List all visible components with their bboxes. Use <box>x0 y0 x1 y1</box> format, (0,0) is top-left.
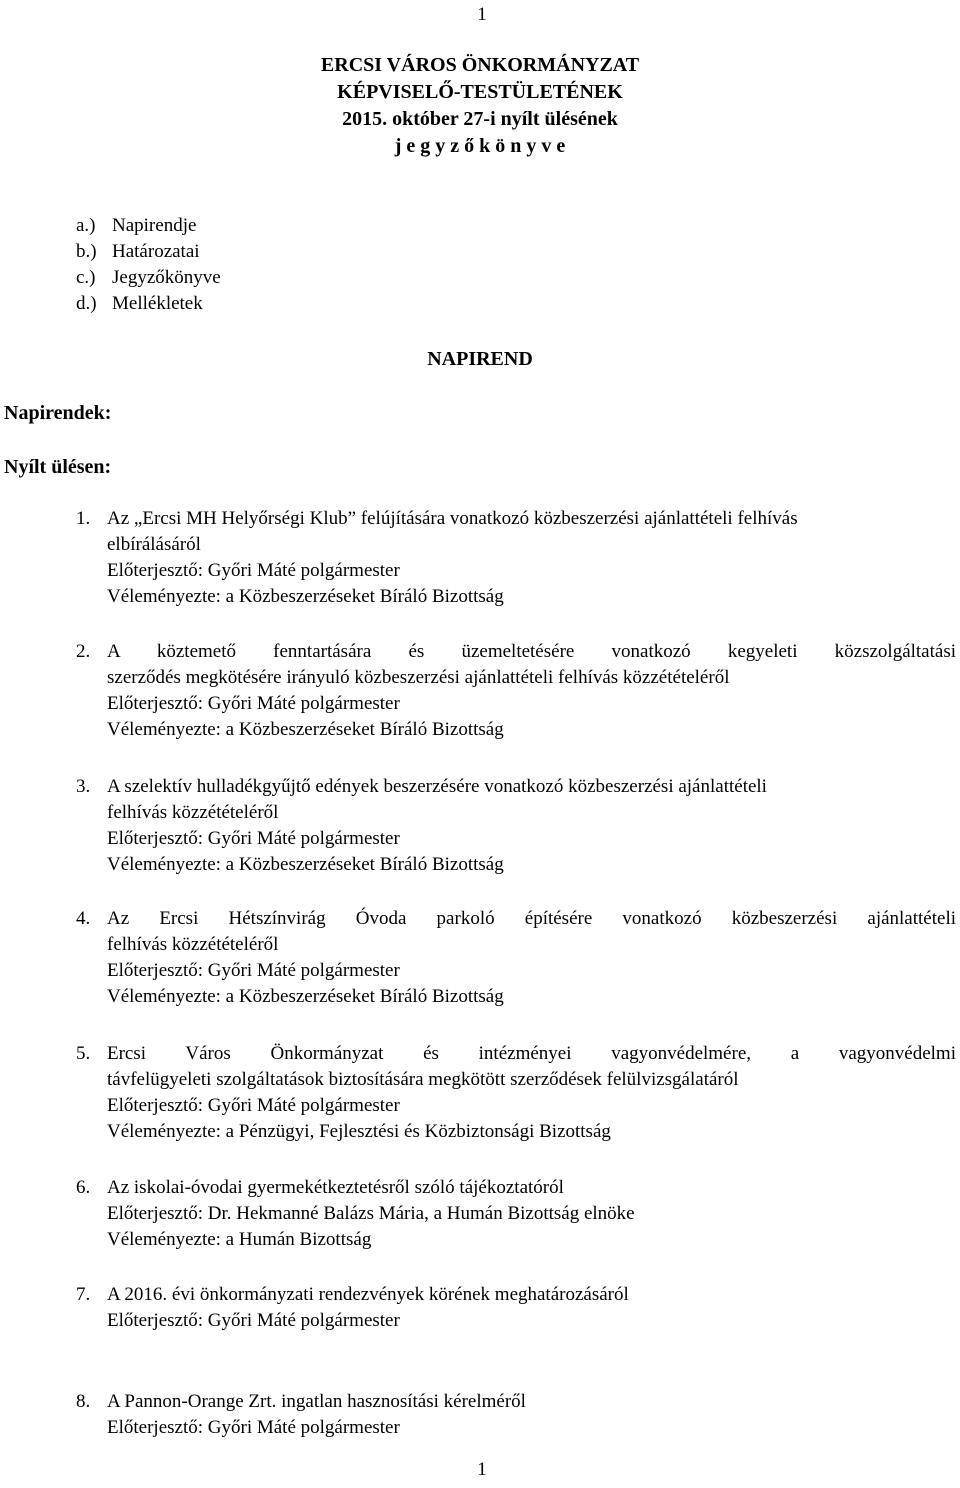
agenda-item <box>76 1389 956 1441</box>
agenda-item-reviewer: Véleményezte: a Közbeszerzéseket Bíráló Bizottság <box>107 854 504 875</box>
contents-label: Mellékletek <box>112 293 203 314</box>
agenda-item-presenter: Előterjesztő: Győri Máté polgármester <box>107 560 400 581</box>
page-number-bottom: 1 <box>477 1459 487 1480</box>
agenda-item-title: A szelektív hulladékgyűjtő edények beszerzésére vonatkozó közbeszerzési ajánlattételi <box>107 776 767 797</box>
agenda-item-title: felhívás közzétételéről <box>107 934 279 955</box>
contents-letter: d.) <box>76 293 97 314</box>
agenda-item-presenter: Előterjesztő: Győri Máté polgármester <box>107 693 400 714</box>
agenda-item-number: 7. <box>76 1284 91 1305</box>
agenda-item-title: elbírálásáról <box>107 534 201 555</box>
agenda-item-title: Az Ercsi Hétszínvirág Óvoda parkoló építésére vonatkozó közbeszerzési ajánlattételi <box>107 908 956 929</box>
contents-label: Határozatai <box>112 241 200 262</box>
agenda-item-number: 4. <box>76 908 91 929</box>
agenda-item-reviewer: Véleményezte: a Humán Bizottság <box>107 1229 372 1250</box>
agenda-item-title: Az „Ercsi MH Helyőrségi Klub” felújítására vonatkozó közbeszerzési ajánlattételi felhívás <box>107 508 798 529</box>
agenda-item <box>76 774 956 878</box>
agenda-item-number: 3. <box>76 776 91 797</box>
agenda-item <box>76 1041 956 1145</box>
contents-label: Napirendje <box>112 215 197 236</box>
agenda-item-number: 2. <box>76 641 91 662</box>
header-line-2: KÉPVISELŐ-TESTÜLETÉNEK <box>337 81 623 103</box>
header-line-1: ERCSI VÁROS ÖNKORMÁNYZAT <box>320 54 640 76</box>
agenda-item-presenter: Előterjesztő: Győri Máté polgármester <box>107 828 400 849</box>
header-line-4: j e g y z ő k ö n y v e <box>394 135 566 157</box>
agenda-item-title: távfelügyeleti szolgáltatások biztosítására megkötött szerződések felülvizsgálatáról <box>107 1069 739 1090</box>
contents-list <box>76 213 221 317</box>
contents-letter: a.) <box>76 215 96 236</box>
agenda-item <box>76 1175 956 1253</box>
agenda-item <box>76 1282 956 1334</box>
contents-label: Jegyzőkönyve <box>112 267 221 288</box>
agenda-item-number: 6. <box>76 1177 91 1198</box>
contents-letter: b.) <box>76 241 97 262</box>
agenda-item-presenter: Előterjesztő: Győri Máté polgármester <box>107 1095 400 1116</box>
agenda-item-number: 1. <box>76 508 91 529</box>
contents-letter: c.) <box>76 267 96 288</box>
document-header <box>0 52 960 160</box>
agenda-item-reviewer: Véleményezte: a Közbeszerzéseket Bíráló Bizottság <box>107 586 504 607</box>
contents-item <box>76 291 221 317</box>
contents-item <box>76 213 221 239</box>
agenda-item-number: 8. <box>76 1391 91 1412</box>
contents-item <box>76 265 221 291</box>
agenda-item-presenter: Előterjesztő: Győri Máté polgármester <box>107 1310 400 1331</box>
agenda-heading: NAPIREND <box>427 348 533 370</box>
agenda-item-title: felhívás közzétételéről <box>107 802 279 823</box>
agenda-item-number: 5. <box>76 1043 91 1064</box>
agenda-item-title: A Pannon-Orange Zrt. ingatlan hasznosítási kérelméről <box>107 1391 526 1412</box>
agenda-item <box>76 506 956 610</box>
agenda-item-reviewer: Véleményezte: a Közbeszerzéseket Bíráló Bizottság <box>107 986 504 1007</box>
agenda-item-reviewer: Véleményezte: a Közbeszerzéseket Bíráló Bizottság <box>107 719 504 740</box>
agenda-item-title: Ercsi Város Önkormányzat és intézményei vagyonvédelmére, a vagyonvédelmi <box>107 1043 956 1064</box>
agenda-item-title: A köztemető fenntartására és üzemeltetésére vonatkozó kegyeleti közszolgáltatási <box>107 641 956 662</box>
agenda-items-label: Napirendek: <box>4 402 112 424</box>
page-number-top: 1 <box>477 4 487 25</box>
agenda-item-title: szerződés megkötésére irányuló közbeszerzési ajánlattételi felhívás közzétételéről <box>107 667 730 688</box>
agenda-item-title: A 2016. évi önkormányzati rendezvények körének meghatározásáról <box>107 1284 629 1305</box>
agenda-item-title: Az iskolai-óvodai gyermekétkeztetésről szóló tájékoztatóról <box>107 1177 564 1198</box>
header-line-3: 2015. október 27-i nyílt ülésének <box>342 108 618 130</box>
agenda-item-reviewer: Véleményezte: a Pénzügyi, Fejlesztési és Közbiztonsági Bizottság <box>107 1121 611 1142</box>
agenda-item-presenter: Előterjesztő: Győri Máté polgármester <box>107 1417 400 1438</box>
agenda-item-presenter: Előterjesztő: Dr. Hekmanné Balázs Mária, a Humán Bizottság elnöke <box>107 1203 635 1224</box>
agenda-item-presenter: Előterjesztő: Győri Máté polgármester <box>107 960 400 981</box>
agenda-item <box>76 639 956 743</box>
contents-item <box>76 239 221 265</box>
agenda-item <box>76 906 956 1010</box>
open-session-label: Nyílt ülésen: <box>4 456 112 478</box>
